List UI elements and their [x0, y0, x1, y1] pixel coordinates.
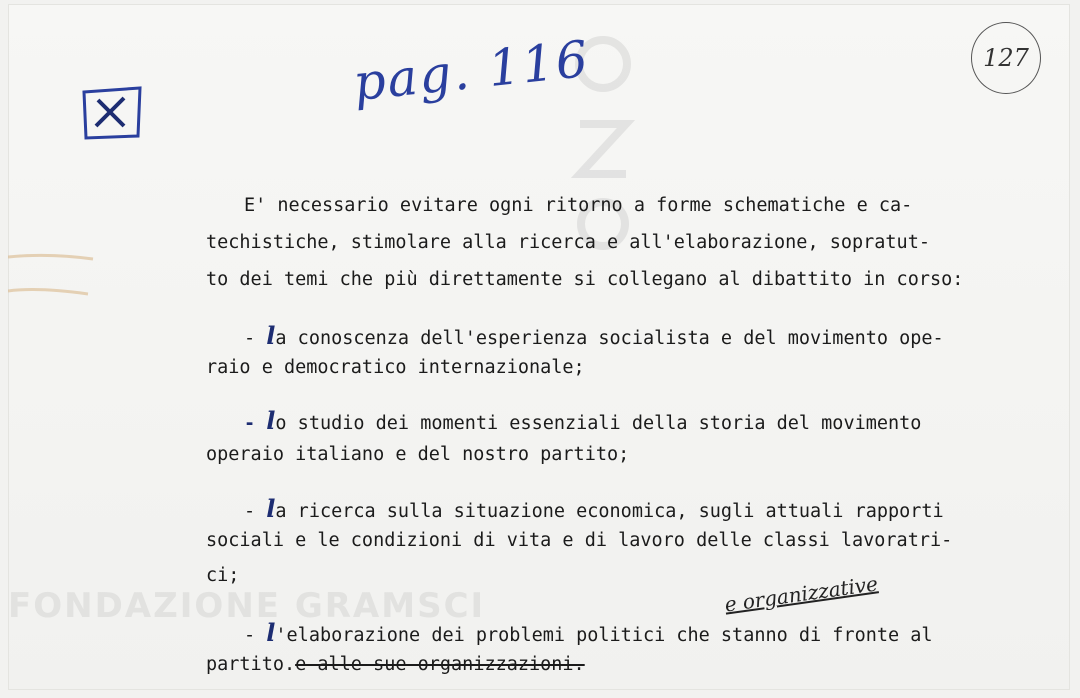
paragraph-line: techistiche, stimolare alla ricerca e all'elaborazione, sopratut- [206, 232, 930, 253]
handwritten-initial: l [266, 406, 276, 435]
paragraph-line: to dei temi che più direttamente si collegano al dibattito in corso: [206, 269, 964, 290]
watermark: FONDAZIONE GRAMSCI [8, 586, 486, 626]
list-item [244, 618, 933, 647]
list-item-text: a conoscenza dell'esperienza socialista e del movimento ope- [275, 328, 944, 349]
list-item-line: raio e democratico internazionale; [206, 357, 585, 378]
list-item-text: o studio dei momenti essenziali della storia del movimento [275, 413, 922, 434]
list-item-line: ci; [206, 565, 240, 586]
kept-text: partito. [206, 654, 296, 675]
handwritten-initial: l [266, 494, 276, 523]
list-item [244, 494, 944, 523]
handwritten-insertion: e organizzative [723, 571, 880, 617]
handwritten-initial: l [266, 321, 276, 350]
list-dash: - [244, 501, 256, 522]
list-dash: - [244, 625, 256, 646]
list-item-text: 'elaborazione dei problemi politici che stanno di fronte al [275, 625, 933, 646]
page-reference-handwritten: pag. 116 [350, 29, 593, 113]
list-dash: - [244, 413, 256, 434]
struck-text: e alle sue organizzazioni. [295, 654, 585, 675]
list-item [244, 406, 921, 435]
document-page [8, 4, 1070, 690]
list-dash: - [244, 328, 256, 349]
boxed-x-mark [78, 82, 144, 142]
list-item [244, 321, 944, 350]
paragraph-line: E' necessario evitare ogni ritorno a forme schematiche e ca- [244, 195, 913, 216]
list-item-line: sociali e le condizioni di vita e di lavoro delle classi lavoratri- [206, 530, 953, 551]
handwritten-initial: l [266, 618, 276, 647]
list-item-line [206, 654, 585, 675]
list-item-text: a ricerca sulla situazione economica, sugli attuali rapporti [275, 501, 944, 522]
list-item-line: operaio italiano e del nostro partito; [206, 444, 630, 465]
page-number-circled: 127 [971, 22, 1041, 94]
